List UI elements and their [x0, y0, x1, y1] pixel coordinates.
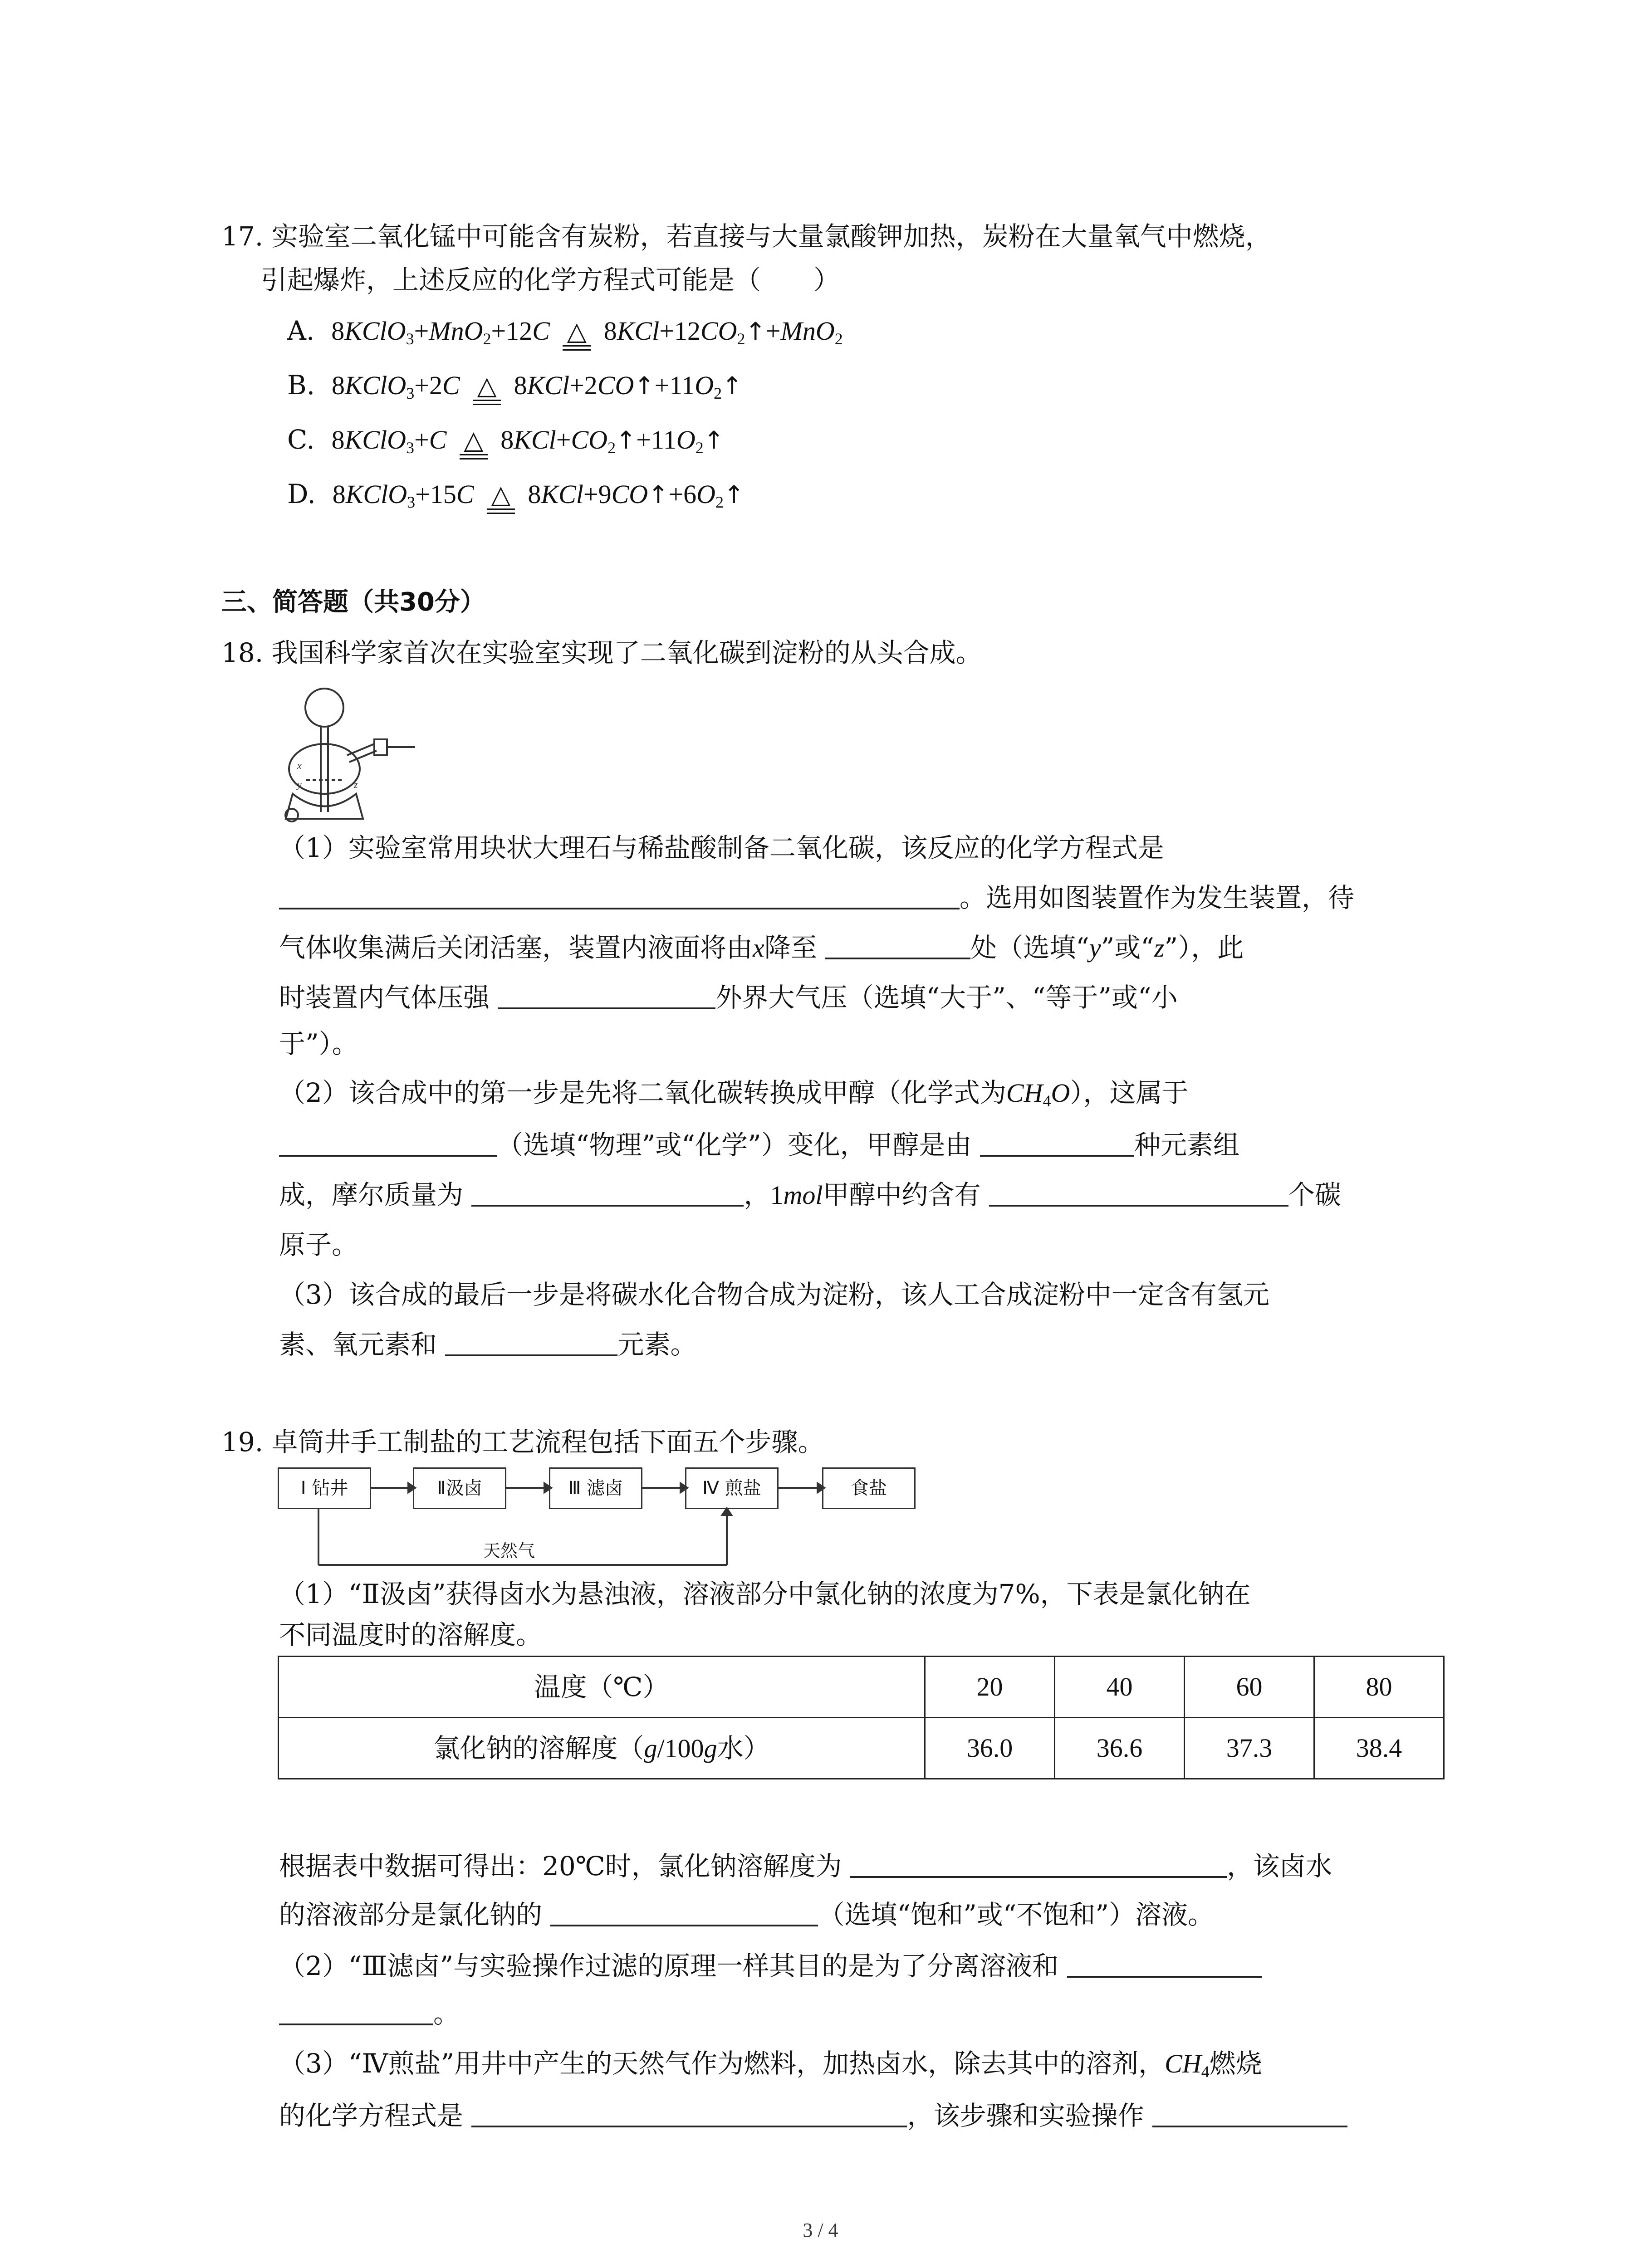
answer-blank-element[interactable] [445, 1334, 617, 1356]
answer-blank-equation[interactable] [279, 887, 960, 909]
q18-stem: 18. 我国科学家首次在实验室实现了二氧化碳到淀粉的从头合成。 [221, 637, 982, 668]
q19-p3-line1: （3）“Ⅳ煎盐”用井中产生的天然气作为燃料，加热卤水，除去其中的溶剂，$CH_4$燃烧 [279, 2048, 1262, 2081]
answer-blank-atom-count[interactable] [989, 1184, 1288, 1207]
q18-p1-line2: 。选用如图装置作为发生装置，待 [279, 885, 1354, 911]
apparatus-label-z: z [354, 779, 358, 790]
answer-blank-separate-cont[interactable] [279, 2003, 433, 2025]
q18-p3-line2: 素、氧元素和 元素。 [279, 1329, 697, 1360]
section-title: 三、简答题（共30分） [221, 587, 485, 617]
q18-p1-line1: （1）实验室常用块状大理石与稀盐酸制备二氧化碳，该反应的化学方程式是 [279, 832, 1164, 863]
q19-p1-line1: （1）“Ⅱ汲卤”获得卤水为悬浊液，溶液部分中氯化钠的浓度为7%，下表是氯化钠在 [279, 1579, 1251, 1609]
table-header-cell: 温度（℃） [279, 1657, 925, 1718]
q17-option-a[interactable]: A. 8KClO$_3$+MnO$_2$+12C △ $8KCl+12CO_2↑+MnO_2$ [287, 315, 843, 348]
table-cell: 38.4 [1314, 1718, 1444, 1779]
table-cell: 40 [1055, 1657, 1185, 1718]
q19-after-line1: 根据表中数据可得出：20℃时，氯化钠溶解度为 ，该卤水 [279, 1851, 1332, 1882]
answer-blank-combustion-equation[interactable] [471, 2105, 907, 2127]
heat-condition-icon: △ [485, 482, 517, 508]
flow-step-boiling: Ⅳ 煎盐 [685, 1467, 779, 1509]
q19-p2-line1: （2）“Ⅲ滤卤”与实验操作过滤的原理一样其目的是为了分离溶液和 [279, 1953, 1262, 1979]
q19-p1-line2: 不同温度时的溶解度。 [279, 1619, 543, 1650]
q18-p2-line3: 成，摩尔质量为 ，1mol甲醇中约含有 个碳 [279, 1179, 1341, 1210]
answer-blank-operation[interactable] [1152, 2105, 1347, 2127]
heat-condition-icon: △ [471, 373, 503, 399]
q19-p2-line2: 。 [279, 2000, 460, 2027]
q18-p2-line4: 原子。 [279, 1229, 358, 1260]
table-cell: 37.3 [1185, 1718, 1314, 1779]
kipp-apparatus-diagram [279, 683, 424, 832]
q17-option-d[interactable]: D. 8KClO$_3$+15C △ $8KCl+9CO↑+6O_2↑$ [287, 479, 745, 512]
q17-option-c[interactable]: C. 8KClO$_3$+C △ $8KCl+CO_2↑+11O_2↑$ [287, 424, 724, 457]
table-cell: 20 [925, 1657, 1055, 1718]
option-label: A. [287, 315, 315, 346]
option-label: D. [287, 479, 316, 509]
flow-arrows [272, 1463, 921, 1572]
answer-blank-saturation[interactable] [550, 1904, 818, 1926]
flow-label-natural-gas: 天然气 [483, 1541, 535, 1561]
heat-condition-icon: △ [458, 428, 490, 453]
flow-step-filtering: Ⅲ 滤卤 [549, 1467, 642, 1509]
answer-blank-element-count[interactable] [980, 1134, 1134, 1157]
answer-blank-separate[interactable] [1067, 1955, 1262, 1978]
q17-option-b[interactable]: B. 8KClO$_3$+2C △ $8KCl+2CO↑+11O_2↑$ [287, 370, 743, 403]
flow-step-salt: 食盐 [822, 1467, 916, 1509]
table-row [279, 1718, 1444, 1779]
q18-p2-line1: （2）该合成中的第一步是先将二氧化碳转换成甲醇（化学式为$CH_4O$），这属于 [279, 1077, 1189, 1110]
apparatus-label-x: x [297, 760, 302, 771]
table-cell: 60 [1185, 1657, 1314, 1718]
table-cell: 36.0 [925, 1718, 1055, 1779]
q18-p1-line3: 气体收集满后关闭活塞，装置内液面将由x降至 处（选填“y”或“z”），此 [279, 932, 1244, 963]
page-number: 3 / 4 [803, 2219, 838, 2241]
answer-blank-level[interactable] [825, 937, 970, 959]
answer-blank-molar-mass[interactable] [471, 1184, 744, 1207]
option-label: B. [287, 370, 315, 401]
q18-p2-line2: （选填“物理”或“化学”）变化，甲醇是由 种元素组 [279, 1132, 1239, 1158]
flow-step-drilling: Ⅰ 钻井 [278, 1467, 371, 1509]
answer-blank-change-type[interactable] [279, 1134, 497, 1157]
q19-stem: 19. 卓筒井手工制盐的工艺流程包括下面五个步骤。 [221, 1427, 824, 1457]
q18-p3-line1: （3）该合成的最后一步是将碳水化合物合成为淀粉，该人工合成淀粉中一定含有氢元 [279, 1279, 1269, 1310]
solubility-table [278, 1656, 1445, 1779]
apparatus-label-y: y [297, 779, 302, 790]
q18-p1-line5: 于”）。 [279, 1028, 358, 1059]
table-row [279, 1657, 1444, 1718]
answer-blank-solubility[interactable] [850, 1855, 1227, 1878]
table-cell: 36.6 [1055, 1718, 1185, 1779]
q19-p3-line2: 的化学方程式是 ，该步骤和实验操作 [279, 2102, 1347, 2129]
answer-blank-pressure[interactable] [498, 987, 715, 1009]
q17-stem-line2: 引起爆炸，上述反应的化学方程式可能是（ ） [261, 264, 840, 295]
table-cell: 80 [1314, 1657, 1444, 1718]
q18-p1-line4: 时装置内气体压强 外界大气压（选填“大于”、“等于”或“小 [279, 982, 1178, 1013]
table-header-cell: 氯化钠的溶解度（g/100g水） [279, 1718, 925, 1779]
heat-condition-icon: △ [561, 319, 593, 344]
q19-after-line2: 的溶液部分是氯化钠的 （选填“饱和”或“不饱和”）溶液。 [279, 1899, 1215, 1930]
option-label: C. [287, 424, 315, 455]
flow-step-brine-drawing: Ⅱ汲卤 [413, 1467, 506, 1509]
q17-stem-line1: 17. 实验室二氧化锰中可能含有炭粉，若直接与大量氯酸钾加热，炭粉在大量氧气中燃烧， [221, 221, 1272, 252]
